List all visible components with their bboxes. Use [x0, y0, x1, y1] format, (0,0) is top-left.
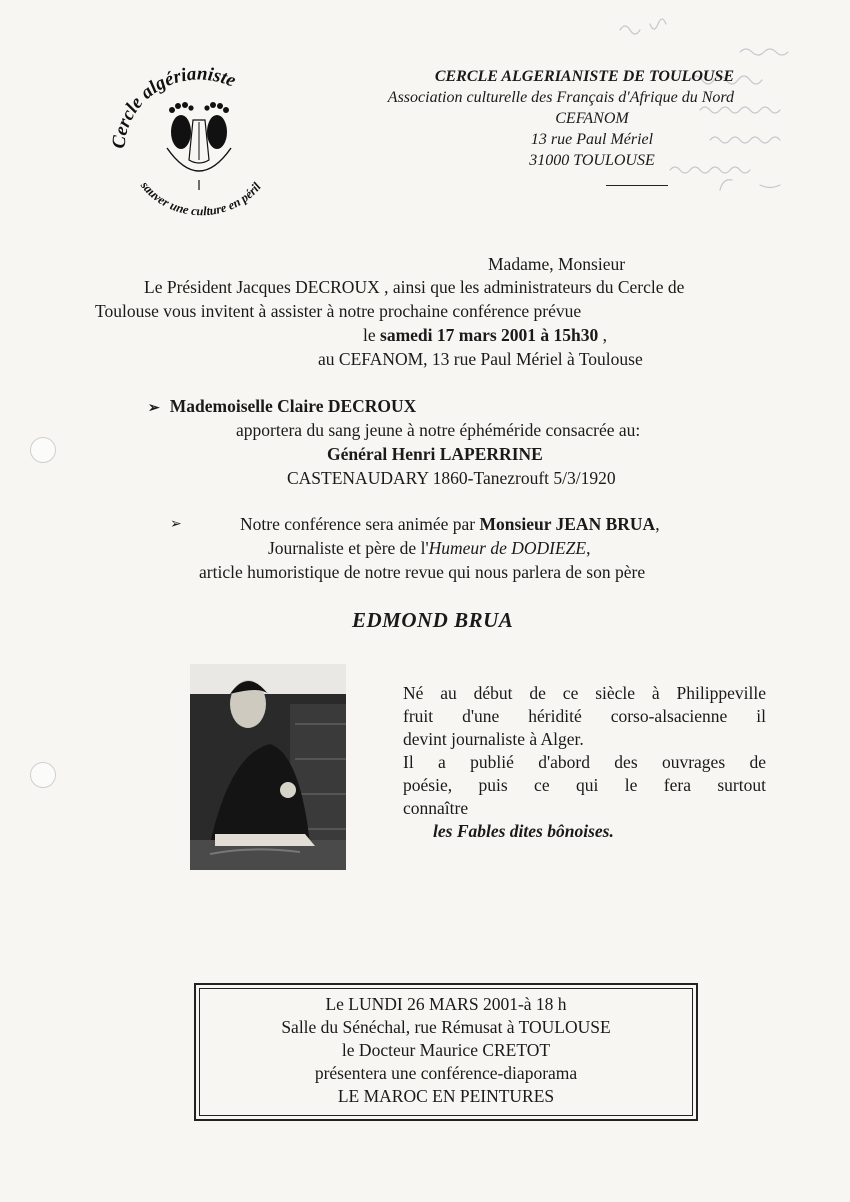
- cercle-logo: [103, 66, 295, 226]
- bio-fables: les Fables dites bônoises.: [433, 821, 614, 841]
- svg-text:Cercle algérianiste: Cercle algérianiste: [108, 66, 239, 150]
- biography: [403, 682, 766, 843]
- bio-line-1: Né au début de ce siècle à Philippeville: [403, 683, 766, 703]
- next-event-line-3: le Docteur Maurice CRETOT: [341, 1040, 551, 1060]
- salutation: Madame, Monsieur: [488, 254, 626, 274]
- org-name: CERCLE ALGERIANISTE DE TOULOUSE: [434, 68, 734, 85]
- next-event-line-1: Le LUNDI 26 MARS 2001-à 18 h: [325, 994, 567, 1014]
- speaker1-subject: Général Henri LAPERRINE: [327, 444, 543, 464]
- speaker2-line-1: Notre conférence sera animée par Monsieur JEAN BRUA,: [240, 514, 660, 534]
- org-subtitle: Association culturelle des Français d'Afrique du Nord: [387, 89, 734, 106]
- event-date: le samedi 17 mars 2001 à 15h30 ,: [363, 325, 608, 345]
- header-rule: [606, 185, 668, 186]
- bio-line-2: fruit d'une héridité corso-alsacienne il: [403, 706, 766, 726]
- org-place: CEFANOM: [555, 110, 629, 127]
- speaker2-arrow: [170, 512, 192, 533]
- invitation-line-2: Toulouse vous invitent à assister à notre prochaine conférence prévue: [95, 301, 582, 321]
- next-event-box: [194, 983, 698, 1121]
- bio-line-6: connaître: [403, 798, 469, 818]
- org-city: 31000 TOULOUSE: [529, 152, 655, 169]
- speaker1-line: apportera du sang jeune à notre éphéméride consacrée au:: [236, 420, 641, 440]
- next-event-line-4: présentera une conférence-diaporama: [314, 1063, 578, 1083]
- svg-text:sauver une culture en péril: sauver une culture en péril: [138, 178, 264, 219]
- letterhead: [330, 66, 734, 192]
- speaker2-subject: EDMOND BRUA: [352, 608, 514, 632]
- bio-line-5: poésie, puis ce qui le fera surtout: [403, 775, 766, 795]
- bio-line-4: Il a publié d'abord des ouvrages de: [403, 752, 766, 772]
- speaker2-line-2: Journaliste et père de l'Humeur de DODIEZE,: [268, 538, 591, 558]
- punch-hole-top: [30, 437, 56, 463]
- next-event-line-2: Salle du Sénéchal, rue Rémusat à TOULOUSE: [281, 1017, 611, 1037]
- bullet-arrow-icon: ➢: [148, 401, 160, 416]
- event-venue: au CEFANOM, 13 rue Paul Mériel à Toulouse: [318, 349, 643, 369]
- speaker1-dates: CASTENAUDARY 1860-Tanezrouft 5/3/1920: [287, 468, 616, 488]
- next-event-line-5: LE MAROC EN PEINTURES: [337, 1086, 555, 1106]
- punch-hole-bottom: [30, 762, 56, 788]
- invitation-line-1: Le Président Jacques DECROUX , ainsi que les administrateurs du Cercle de: [144, 277, 685, 297]
- org-street: 13 rue Paul Mériel: [530, 131, 654, 148]
- event-date-bold: samedi 17 mars 2001 à 15h30: [380, 325, 599, 345]
- bio-line-3: devint journaliste à Alger.: [403, 729, 584, 749]
- hands-feet-icon: [167, 102, 231, 190]
- bullet-arrow-icon: ➢: [170, 517, 182, 532]
- speaker2-line-3: article humoristique de notre revue qui nous parlera de son père: [199, 562, 646, 582]
- portrait-photo: [190, 664, 346, 870]
- speaker1-name: ➢ Mademoiselle Claire DECROUX: [148, 396, 417, 416]
